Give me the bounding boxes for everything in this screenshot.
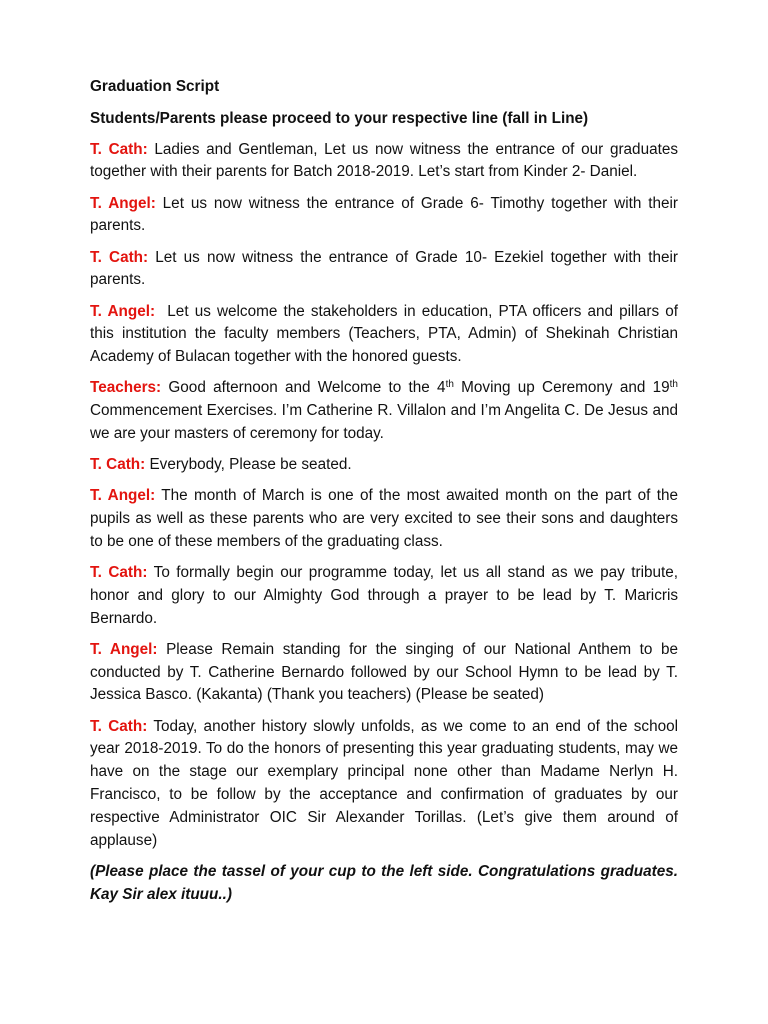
speaker-label: T. Angel: bbox=[90, 640, 158, 658]
script-paragraph-6 bbox=[90, 454, 678, 477]
document-title: Graduation Script bbox=[90, 78, 220, 95]
script-paragraph-10 bbox=[90, 716, 678, 853]
paragraph-text: Commencement Exercises. I’m Catherine R. Villalon and I’m Angelita C. De Jesus and we are your masters of ceremony for today. bbox=[90, 402, 678, 442]
paragraph-text: To formally begin our programme today, let us all stand as we pay tribute, honor and glory to our Almighty God through a prayer to be lead by T. Maricris Bernardo. bbox=[90, 564, 679, 627]
speaker-label: Teachers: bbox=[90, 379, 162, 397]
script-paragraph-7 bbox=[90, 485, 678, 553]
speaker-label: T. Angel: bbox=[90, 487, 156, 505]
speaker-label: T. Cath: bbox=[90, 564, 148, 582]
paragraph-text: Please Remain standing for the singing of our National Anthem to be conducted by T. Catherine Bernardo followed by our School Hymn to be lead by T. Jessica Basco. (Kakanta) (Thank you teachers) (Please be seated) bbox=[90, 640, 678, 704]
speaker-label: T. Angel: bbox=[90, 194, 156, 212]
paragraph-text: Let us welcome the stakeholders in education, PTA officers and pillars of this institution the faculty members (Teachers, PTA, Admin) of Shekinah Christian Academy of Bulacan together with the honored guests. bbox=[90, 302, 683, 366]
script-paragraph-8 bbox=[90, 562, 678, 630]
paragraph-text: The month of March is one of the most awaited month on the part of the pupils as well as these parents who are very excited to see their sons and daughters to be one of these members of the graduating class. bbox=[90, 487, 678, 550]
script-paragraph-5 bbox=[90, 377, 678, 445]
speaker-label: T. Cath: bbox=[90, 140, 148, 158]
paragraph-text: Good afternoon and Welcome to the 4 bbox=[161, 379, 446, 397]
script-paragraph-9 bbox=[90, 639, 678, 707]
paragraph-text: Moving up Ceremony and 19 bbox=[453, 379, 670, 397]
speaker-label: T. Cath: bbox=[90, 717, 148, 735]
document-subtitle: Students/Parents please proceed to your respective line (fall in Line) bbox=[90, 109, 589, 127]
closing-instruction: (Please place the tassel of your cup to the left side. Congratulations graduates. Kay Sir alex ituuu..) bbox=[90, 862, 678, 903]
speaker-label: T. Angel: bbox=[90, 302, 156, 320]
ordinal-suffix: th bbox=[669, 379, 678, 391]
ordinal-suffix: th bbox=[445, 379, 454, 391]
paragraph-text: Let us now witness the entrance of Grade 6- Timothy together with their parents. bbox=[90, 194, 678, 235]
speaker-label: T. Cath: bbox=[90, 248, 149, 266]
script-paragraph-4 bbox=[90, 301, 683, 369]
paragraph-text: Let us now witness the entrance of Grade 10- Ezekiel together with their parents. bbox=[90, 248, 678, 289]
speaker-label: T. Cath: bbox=[90, 456, 146, 474]
script-paragraph-1 bbox=[90, 139, 678, 185]
paragraph-text: Everybody, Please be seated. bbox=[145, 456, 352, 474]
paragraph-text: Ladies and Gentleman, Let us now witness the entrance of our graduates together with their parents for Batch 2018-2019. Let’s start from Kinder 2- Daniel. bbox=[90, 140, 678, 181]
script-paragraph-3 bbox=[90, 247, 678, 293]
document-page bbox=[90, 76, 683, 906]
script-paragraph-2 bbox=[90, 193, 678, 239]
paragraph-text: Today, another history slowly unfolds, as we come to an end of the school year 2018-2019. To do the honors of presenting this year graduating students, may we have on the stage our exemplary principal none other than Madame Nerlyn H. Francisco, to be follow by the acceptance and confirmation of graduates by our respective Administrator OIC Sir Alexander Torillas. (Let’s give them around of applause) bbox=[90, 717, 679, 849]
